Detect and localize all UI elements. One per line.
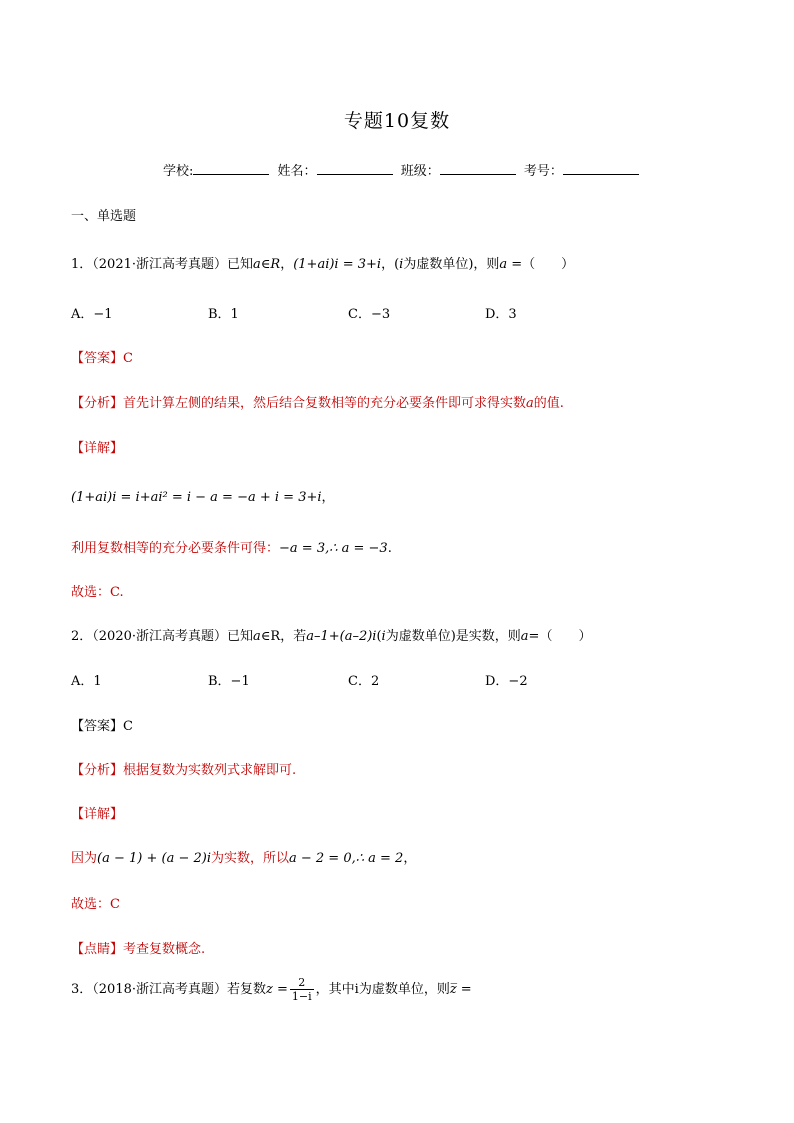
q2-answer bbox=[71, 715, 133, 734]
q1-analysis-tag: 【分析】 bbox=[71, 396, 124, 411]
q1-number: 1． bbox=[71, 257, 93, 272]
q1-stem-b: ， bbox=[280, 257, 294, 272]
q2-number: 2． bbox=[71, 629, 93, 644]
question-3-stem bbox=[71, 976, 472, 1003]
q2-remark-tag: 【点睛】 bbox=[71, 942, 124, 957]
q1-answer-value: C bbox=[123, 351, 133, 366]
q2-option-b: B．−1 bbox=[208, 674, 250, 689]
q1-option-d: D．3 bbox=[485, 307, 517, 322]
q2-stem-d: 为虚数单位)是实数，则 bbox=[385, 629, 521, 644]
q1-conclusion bbox=[71, 537, 392, 556]
q1-option-a: A．−1 bbox=[71, 307, 113, 322]
q2-detail bbox=[71, 847, 416, 866]
q2-math-3: i bbox=[381, 629, 386, 644]
q2-remark-text: 考查复数概念. bbox=[123, 942, 206, 957]
school-blank bbox=[193, 162, 269, 175]
name-blank bbox=[317, 162, 393, 175]
student-info-row bbox=[163, 160, 643, 179]
page-title: 专题10复数 bbox=[343, 110, 451, 132]
q2-detail-a: 因为 bbox=[71, 851, 98, 866]
q2-analysis-tag: 【分析】 bbox=[71, 763, 124, 778]
q1-analysis bbox=[71, 392, 564, 411]
q3-math-2: z̅ = bbox=[449, 982, 472, 997]
q1-analysis-end: 的值. bbox=[533, 396, 564, 411]
q2-remark bbox=[71, 938, 205, 957]
q3-source: （2018·浙江高考真题） bbox=[92, 982, 227, 997]
q1-option-b: B．1 bbox=[208, 307, 239, 322]
q1-math-1: a∈R bbox=[253, 257, 281, 272]
q2-detail-math-1: (a − 1) + (a − 2)i bbox=[97, 851, 211, 866]
q2-detail-end: ， bbox=[403, 851, 417, 866]
q1-conclusion-text: 利用复数相等的充分必要条件可得： bbox=[71, 541, 280, 556]
question-2-stem bbox=[71, 625, 591, 644]
q3-stem-a: 若复数 bbox=[227, 982, 267, 997]
q2-detail-tag: 【详解】 bbox=[71, 807, 124, 822]
q2-option-c: C．2 bbox=[348, 674, 380, 689]
number-label: 考号： bbox=[523, 164, 563, 179]
q1-detail bbox=[71, 486, 335, 505]
q1-source: （2021·浙江高考真题） bbox=[92, 257, 227, 272]
q2-detail-b: 为实数，所以 bbox=[210, 851, 289, 866]
number-blank bbox=[563, 162, 639, 175]
q1-option-c: C．−3 bbox=[348, 307, 391, 322]
q1-math-3: i bbox=[399, 257, 404, 272]
q2-stem: 已知 bbox=[227, 629, 254, 644]
q1-analysis-text: 首先计算左侧的结果，然后结合复数相等的充分必要条件即可求得实数 bbox=[123, 396, 527, 411]
q1-answer bbox=[71, 347, 133, 366]
q3-fraction-numerator: 2 bbox=[290, 976, 314, 990]
school-label: 学校: bbox=[163, 164, 194, 179]
q2-math-2: a–1+(a–2)i bbox=[306, 629, 377, 644]
q2-analysis-text: 根据复数为实数列式求解即可. bbox=[123, 763, 297, 778]
q1-math-2: (1+ai)i = 3+i bbox=[293, 257, 382, 272]
q2-source: （2020·浙江高考真题） bbox=[92, 629, 227, 644]
q2-math-1: a bbox=[253, 629, 261, 644]
q3-number: 3． bbox=[71, 982, 93, 997]
q2-stem-b: ∈R，若 bbox=[260, 629, 307, 644]
section-heading: 一、单选题 bbox=[71, 209, 137, 224]
q1-stem-c: ，( bbox=[381, 257, 400, 272]
q1-analysis-math: a bbox=[526, 396, 534, 411]
q1-detail-math: (1+ai)i = i+ai² = i − a = −a + i = 3+i bbox=[71, 490, 322, 505]
q3-math-1: z = bbox=[266, 982, 288, 997]
q2-math-4: a bbox=[520, 629, 529, 644]
q2-choose: 故选：C bbox=[71, 897, 120, 912]
q2-detail-math-2: a − 2 = 0,∴ a = 2 bbox=[289, 851, 404, 866]
q1-stem-d: 为虚数单位)，则 bbox=[403, 257, 500, 272]
q2-answer-value: C bbox=[123, 719, 133, 734]
q3-stem-d: 为虚数单位，则 bbox=[358, 982, 450, 997]
q3-stem-b: ，其中 bbox=[315, 982, 355, 997]
q2-option-a: A．1 bbox=[71, 674, 102, 689]
q3-fraction-denominator: 1−i bbox=[291, 990, 312, 1003]
name-label: 姓名： bbox=[277, 164, 317, 179]
class-blank bbox=[440, 162, 516, 175]
q1-stem-a: 已知 bbox=[227, 257, 254, 272]
q3-stem-c: i bbox=[354, 982, 359, 997]
q1-detail-end: ， bbox=[321, 490, 335, 505]
q1-conclusion-math: −a = 3,∴ a = −3 bbox=[279, 541, 388, 556]
q2-stem-c: ( bbox=[376, 629, 382, 644]
q2-answer-tag: 【答案】 bbox=[71, 719, 124, 734]
question-1-stem bbox=[71, 253, 574, 272]
q1-math-4: a = bbox=[499, 257, 523, 272]
q2-stem-e: =（ ） bbox=[528, 629, 592, 644]
q1-choose: 故选：C. bbox=[71, 585, 124, 600]
q2-analysis bbox=[71, 759, 296, 778]
q1-stem-e: （ ） bbox=[522, 257, 575, 272]
q1-detail-tag: 【详解】 bbox=[71, 441, 124, 456]
q3-fraction bbox=[290, 976, 314, 1003]
q1-conclusion-end: . bbox=[387, 541, 392, 556]
q1-answer-tag: 【答案】 bbox=[71, 351, 124, 366]
class-label: 班级： bbox=[400, 164, 440, 179]
q2-option-d: D．−2 bbox=[485, 674, 528, 689]
